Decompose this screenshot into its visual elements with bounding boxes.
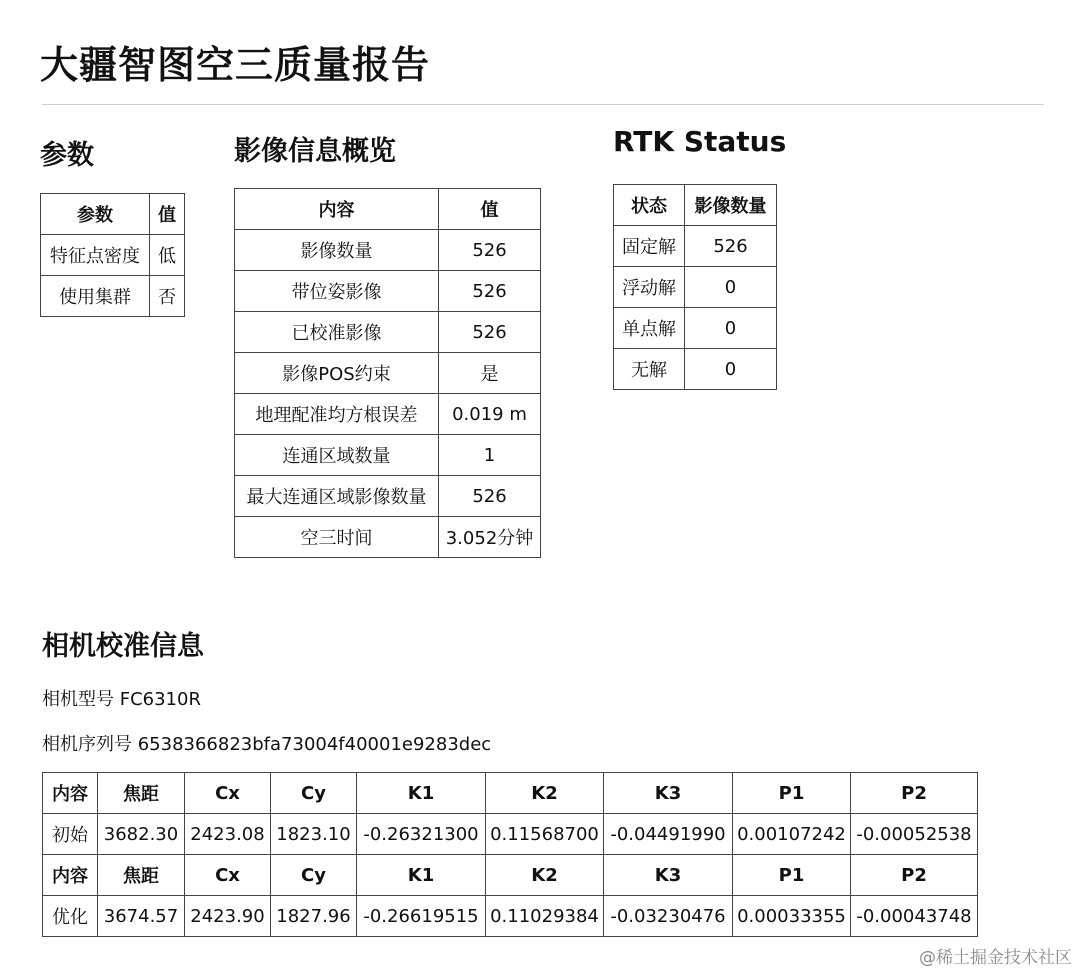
column-header: 值 — [150, 194, 185, 235]
table-header-row — [43, 855, 978, 896]
table-row — [41, 235, 185, 276]
rtk-status-cell: 固定解 — [614, 226, 685, 267]
report-title: 大疆智图空三质量报告 — [40, 43, 431, 87]
rtk-table — [613, 184, 777, 390]
table-cell: 0.00107242 — [733, 814, 851, 855]
table-row — [41, 276, 185, 317]
rtk-count-cell: 0 — [685, 349, 777, 390]
table-cell: 1827.96 — [271, 896, 357, 937]
column-header: Cx — [185, 773, 271, 814]
rtk-count-cell: 526 — [685, 226, 777, 267]
title-divider — [42, 104, 1044, 105]
overview-label-cell: 最大连通区域影像数量 — [235, 476, 439, 517]
param-name-cell: 特征点密度 — [41, 235, 150, 276]
table-row — [235, 476, 541, 517]
param-name-cell: 使用集群 — [41, 276, 150, 317]
watermark: @稀土掘金技术社区 — [919, 948, 1072, 968]
column-header: 值 — [439, 189, 541, 230]
overview-value-cell: 是 — [439, 353, 541, 394]
overview-label-cell: 带位姿影像 — [235, 271, 439, 312]
table-cell: 0.11568700 — [486, 814, 604, 855]
overview-value-cell: 0.019 m — [439, 394, 541, 435]
column-header: 状态 — [614, 185, 685, 226]
table-cell: -0.03230476 — [604, 896, 733, 937]
table-row — [614, 267, 777, 308]
overview-value-cell: 526 — [439, 312, 541, 353]
params-table — [40, 193, 185, 317]
column-header: P1 — [733, 855, 851, 896]
table-cell: 初始 — [43, 814, 98, 855]
table-cell: 2423.90 — [185, 896, 271, 937]
param-value-cell: 低 — [150, 235, 185, 276]
table-cell: -0.00043748 — [851, 896, 978, 937]
overview-label-cell: 影像数量 — [235, 230, 439, 271]
column-header: K1 — [357, 855, 486, 896]
column-header: Cy — [271, 773, 357, 814]
column-header: K1 — [357, 773, 486, 814]
table-row — [614, 308, 777, 349]
param-value-cell: 否 — [150, 276, 185, 317]
overview-value-cell: 526 — [439, 271, 541, 312]
rtk-status-cell: 无解 — [614, 349, 685, 390]
params-heading: 参数 — [40, 140, 94, 171]
overview-value-cell: 526 — [439, 476, 541, 517]
table-row — [235, 517, 541, 558]
table-cell: 0.11029384 — [486, 896, 604, 937]
table-cell: 3674.57 — [98, 896, 185, 937]
rtk-count-cell: 0 — [685, 267, 777, 308]
table-row — [43, 814, 978, 855]
column-header: 参数 — [41, 194, 150, 235]
column-header: K3 — [604, 773, 733, 814]
column-header: 焦距 — [98, 855, 185, 896]
column-header: P2 — [851, 773, 978, 814]
overview-value-cell: 3.052分钟 — [439, 517, 541, 558]
column-header: 焦距 — [98, 773, 185, 814]
table-row — [235, 394, 541, 435]
table-cell: 2423.08 — [185, 814, 271, 855]
overview-table — [234, 188, 541, 558]
table-cell: -0.26619515 — [357, 896, 486, 937]
column-header: 内容 — [235, 189, 439, 230]
column-header: K2 — [486, 855, 604, 896]
column-header: Cy — [271, 855, 357, 896]
table-header-row — [43, 773, 978, 814]
table-cell: -0.26321300 — [357, 814, 486, 855]
rtk-status-cell: 单点解 — [614, 308, 685, 349]
camera-model-line: 相机型号 FC6310R — [42, 689, 201, 710]
table-row — [235, 271, 541, 312]
column-header: K3 — [604, 855, 733, 896]
column-header: P1 — [733, 773, 851, 814]
overview-value-cell: 526 — [439, 230, 541, 271]
table-row — [43, 896, 978, 937]
table-header-row — [235, 189, 541, 230]
table-cell: 优化 — [43, 896, 98, 937]
column-header: Cx — [185, 855, 271, 896]
camera-heading: 相机校准信息 — [42, 631, 204, 662]
column-header: 内容 — [43, 773, 98, 814]
rtk-count-cell: 0 — [685, 308, 777, 349]
camera-calibration-table — [42, 772, 978, 937]
column-header: 影像数量 — [685, 185, 777, 226]
table-row — [235, 230, 541, 271]
column-header: 内容 — [43, 855, 98, 896]
overview-label-cell: 影像POS约束 — [235, 353, 439, 394]
table-cell: 3682.30 — [98, 814, 185, 855]
table-cell: -0.04491990 — [604, 814, 733, 855]
overview-label-cell: 已校准影像 — [235, 312, 439, 353]
overview-label-cell: 连通区域数量 — [235, 435, 439, 476]
camera-serial-line: 相机序列号 6538366823bfa73004f40001e9283dec — [42, 734, 492, 755]
rtk-status-cell: 浮动解 — [614, 267, 685, 308]
overview-value-cell: 1 — [439, 435, 541, 476]
table-row — [235, 435, 541, 476]
table-row — [614, 349, 777, 390]
table-row — [235, 353, 541, 394]
overview-heading: 影像信息概览 — [234, 136, 396, 167]
column-header: K2 — [486, 773, 604, 814]
table-header-row — [41, 194, 185, 235]
table-header-row — [614, 185, 777, 226]
overview-label-cell: 地理配准均方根误差 — [235, 394, 439, 435]
column-header: P2 — [851, 855, 978, 896]
table-cell: -0.00052538 — [851, 814, 978, 855]
rtk-heading: RTK Status — [613, 125, 787, 158]
table-cell: 0.00033355 — [733, 896, 851, 937]
table-cell: 1823.10 — [271, 814, 357, 855]
table-row — [235, 312, 541, 353]
overview-label-cell: 空三时间 — [235, 517, 439, 558]
table-row — [614, 226, 777, 267]
